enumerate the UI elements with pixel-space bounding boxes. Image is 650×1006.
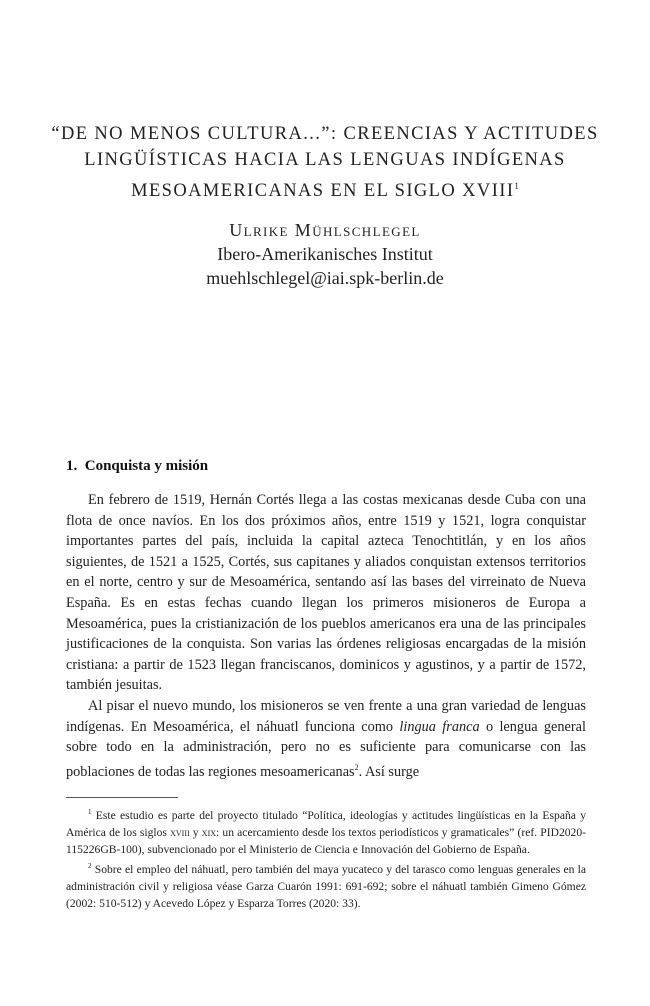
author-name: Ulrike Mühlschlegel	[229, 220, 421, 240]
section-title: Conquista y misión	[84, 458, 209, 474]
paragraph-2: Al pisar el nuevo mundo, los misioneros se ven frente a una gran variedad de lenguas indígenas. En Mesoamérica, el náhuatl funciona como lingua franca o lengua general sobre todo en la administración, pero no es suficiente para comunicarse con las poblaciones de todas las regiones mesoamericanas$^2$. Así surge	[66, 697, 586, 780]
footnote-ref-2[interactable]: 2	[354, 762, 359, 772]
footnote-1-mark: 1	[88, 808, 92, 816]
author-block	[40, 218, 610, 290]
section-number: 1.	[66, 458, 78, 474]
footnotes	[66, 804, 586, 912]
article-title-text: “DE NO MENOS CULTURA...”: CREENCIAS Y ACTITUDES LINGÜÍSTICAS HACIA LAS LENGUAS INDÍGENAS MESOAMERICANAS EN EL SIGLO XVIII	[51, 124, 599, 202]
footnote-divider	[66, 797, 178, 798]
section-heading	[66, 458, 208, 475]
paragraph-1: En febrero de 1519, Hernán Cortés llega a las costas mexicanas desde Cuba con una flota de once navíos. En los dos próximos años, entre 1519 y 1521, logra conquistar importantes partes del país, incluida la capital azteca Tenochtitlán, y en los años siguientes, de 1521 a 1525, Cortés, sus capitanes y aliados conquistan extensos territorios en el norte, centro y sur de Mesoamérica, sentando así las bases del virreinato de Nueva España. Es en estas fechas cuando llegan los primeros misioneros de Europa a Mesoamérica, pues la cristianización de los pueblos americanos era una de las principales justificaciones de la conquista. Son varias las órdenes religiosas encargadas de la misión cristiana: a partir de 1523 llegan franciscanos, dominicos y agustinos, y a partir de 1572, también jesuitas.	[66, 492, 586, 694]
article-title	[40, 121, 610, 204]
author-email[interactable]: muehlschlegel@iai.spk-berlin.de	[206, 268, 444, 288]
footnote-2: $^2$ Sobre el empleo del náhuatl, pero también del maya yucateco y del tarasco como lenguas generales en la administración civil y religiosa véase Garza Cuarón 1991: 691-692; sobre el náhuatl también Gimeno Gómez (2002: 510-512) y Acevedo López y Esparza Torres (2020: 33).	[66, 861, 586, 910]
body-text	[66, 490, 586, 782]
author-institution: Ibero-Amerikanisches Institut	[217, 244, 433, 264]
lingua-franca-italic: lingua franca	[399, 718, 480, 735]
footnote-2-mark: 2	[88, 861, 92, 870]
footnote-1: $^1$ Este estudio es parte del proyecto titulado “Política, ideologías y actitudes lingüísticas en la España y América de los siglos xviii y xix: un acercamiento desde los textos periodísticos y gramaticales” (ref. PID2020-115226GB-100), subvencionado por el Ministerio de Ciencia e Innovación del Gobierno de España.	[66, 808, 586, 856]
title-footnote-marker[interactable]: 1	[514, 181, 519, 191]
